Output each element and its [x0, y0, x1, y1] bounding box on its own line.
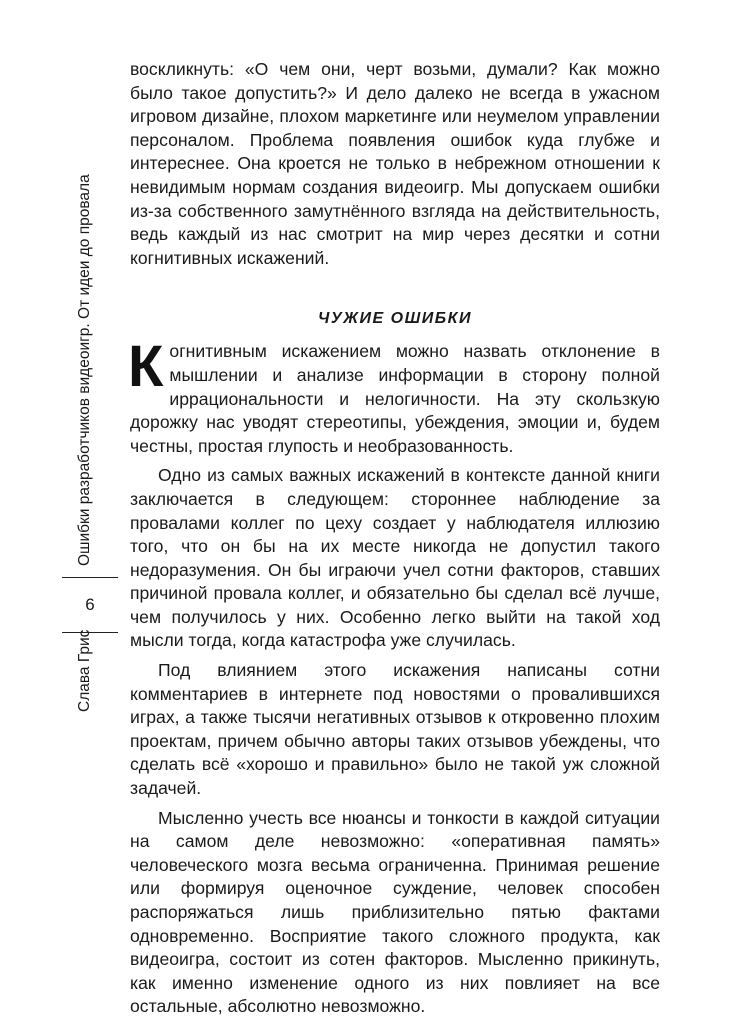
page-body	[130, 58, 660, 1019]
paragraph-4: Мысленно учесть все нюансы и тонкости в каждой ситуации на самом деле невозможно: «оперативная память» человеческого мозга весьма ограниченна. Принимая решение или формируя оценочное суждение, человек способен распоряжаться лишь приблизительно пятью фактами одновременно. Восприятие такого сложного продукта, как видеоигра, состоит из сотен факторов. Мысленно прикинуть, как именно изменение одного из них повлияет на все остальные, абсолютно невозможно.	[130, 807, 660, 1017]
paragraph-1-text: огнитивным искажением можно назвать отклонение в мышлении и анализе информации в сторону полной иррациональности и нелогичности. На эту скользкую дорожку нас уводят стереотипы, убеждения, эмоции и, будем честны, простая глупость и необразованность.	[130, 341, 660, 456]
sidebar-divider-top	[62, 577, 118, 578]
running-author-name: Слава Грис	[76, 629, 93, 712]
paragraph-2: Одно из самых важных искажений в контексте данной книги заключается в следующем: стороннее наблюдение за провалами коллег по цеху создает у наблюдателя иллюзию того, что он бы на их месте никогда не допустил такого недоразумения. Он бы играючи учел сотни факторов, ставших причиной провала коллег, и обязательно бы сделал всё лучше, чем получилось у них. Особенно легко выйти на такой ход мысли тогда, когда катастрофа уже случилась.	[130, 465, 660, 651]
paragraph-1	[128, 334, 660, 458]
paragraph-3: Под влиянием этого искажения написаны сотни комментариев в интернете под новостями о провалившихся играх, а также тысячи негативных отзывов к откровенно плохим проектам, причем обычно авторы таких отзывов убеждены, что сделать всё «хорошо и правильно» было не такой уж сложной задачей.	[130, 660, 660, 799]
running-book-title: Ошибки разработчиков видеоигр. От идеи до провала	[76, 174, 93, 566]
page-sidebar	[62, 0, 118, 1000]
intro-paragraph: воскликнуть: «О чем они, черт возьми, думали? Как можно было такое допустить?» И дело далеко не всегда в ужасном игровом дизайне, плохом маркетинге или неумелом управлении персоналом. Проблема появления ошибок куда глубже и интереснее. Она кроется не только в небрежном отношении к невидимым нормам создания видеоигр. Мы допускаем ошибки из-за собственного замутнённого взгляда на действительность, ведь каждый из нас смотрит на мир через десятки и сотни когнитивных искажений.	[130, 59, 660, 268]
section-heading: ЧУЖИЕ ОШИБКИ	[318, 310, 472, 328]
drop-cap-letter: К	[128, 334, 164, 400]
page-number: 6	[85, 595, 95, 614]
